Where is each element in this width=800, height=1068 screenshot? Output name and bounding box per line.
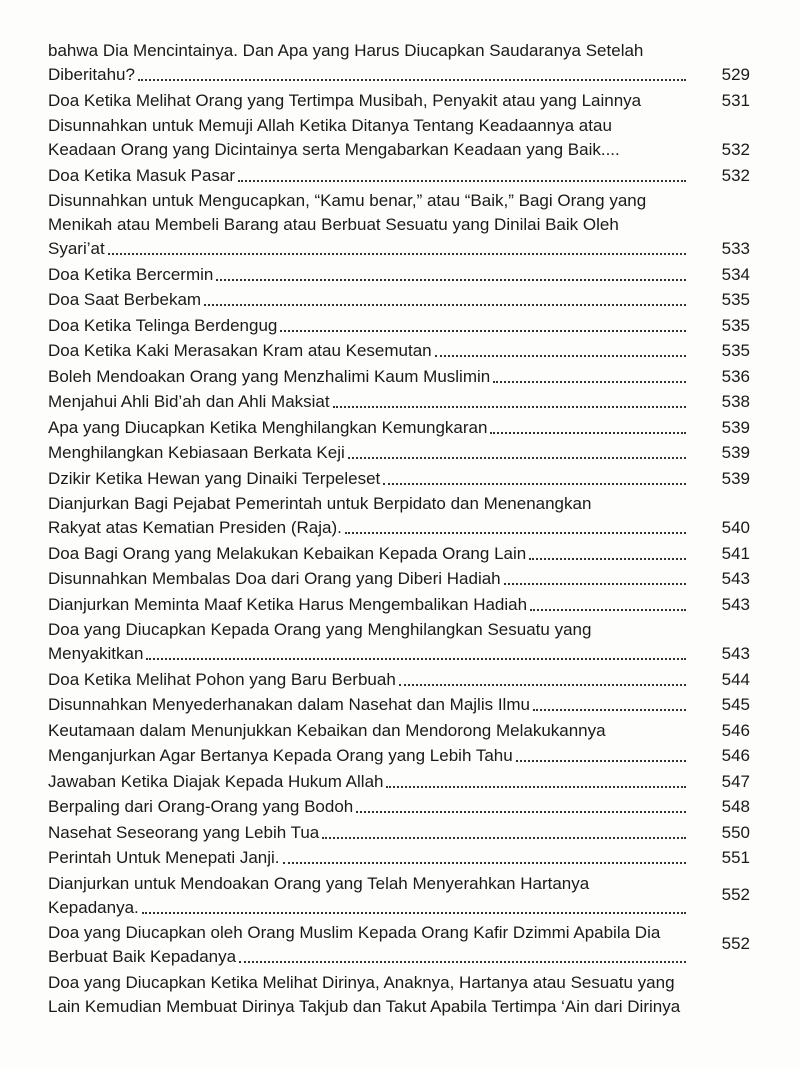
toc-entry [48,339,750,363]
toc-entry-title-last-line [48,945,690,969]
toc-entry [48,872,750,920]
toc-entry-title-last-line [48,441,690,465]
dot-leader [490,432,686,434]
toc-entry-title-last-line [48,846,690,870]
dot-leader [348,457,686,459]
toc-entry [48,390,750,414]
toc-entry-title [48,288,690,312]
toc-entry-title-text: Doa Ketika Telinga Berdengug [48,315,278,335]
dot-leader [280,330,686,332]
toc-entry-title-line: bahwa Dia Mencintainya. Dan Apa yang Harus Diucapkan Saudaranya Setelah [48,41,644,60]
toc-entry-title-last-line [48,744,690,768]
toc-entry [48,744,750,768]
toc-entry-title-text: Doa Ketika Kaki Merasakan Kram atau Kesemutan [48,341,432,360]
toc-page-number: 544 [721,669,750,689]
toc-entry-title-last-line [48,365,690,389]
toc-entry [48,921,750,969]
toc-entry [48,164,750,188]
dot-leader [239,961,686,963]
toc-entry-title-line: Doa yang Diucapkan oleh Orang Muslim Kepada Orang Kafir Dzimmi Apabila Dia [48,923,661,942]
toc-entry-title [48,164,690,188]
toc-entry-title-last-line [48,63,690,87]
toc-entry-title-line: Disunnahkan untuk Mengucapkan, “Kamu benar,” atau “Baik,” Bagi Orang yang [48,191,647,210]
toc-entry [48,189,750,261]
table-of-contents [48,39,750,1020]
toc-entry-title-text: Dianjurkan Meminta Maaf Ketika Harus Mengembalikan Hadiah [48,594,528,614]
toc-entry [48,263,750,287]
toc-entry-title-text: Menganjurkan Agar Bertanya Kepada Orang yang Lebih Tahu [48,746,513,765]
toc-entry-title-last-line [48,339,690,363]
toc-entry-title-last-line [48,164,690,188]
toc-page-number: 539 [721,417,750,437]
toc-entry-title [48,744,690,768]
toc-page-number: 535 [721,341,750,360]
toc-entry [48,593,750,617]
toc-entry-title [48,114,690,162]
toc-entry [48,795,750,819]
toc-entry-title-last-line [48,821,690,845]
toc-entry [48,314,750,338]
toc-entry [48,542,750,566]
toc-page-number: 546 [721,746,750,765]
dot-leader [142,912,686,914]
toc-entry-title-last-line [48,593,690,617]
toc-page-number: 535 [721,315,750,335]
dot-leader [108,253,686,255]
toc-entry-title-text: Doa Ketika Masuk Pasar [48,165,236,185]
toc-entry [48,693,750,717]
toc-entry-title [48,416,690,440]
toc-page-number: 539 [721,443,750,462]
toc-entry [48,821,750,845]
toc-entry-title-text: Perintah Untuk Menepati Janji. [48,848,280,867]
toc-entry-title [48,618,690,666]
toc-entry-title-text: Berpaling dari Orang-Orang yang Bodoh [48,797,354,816]
toc-entry [48,89,750,113]
toc-entry-title-last-line [48,263,690,287]
toc-entry-title-text: Disunnahkan Membalas Doa dari Orang yang Diberi Hadiah [48,569,501,588]
dot-leader [386,786,686,788]
toc-entry [48,114,750,162]
toc-entry-title-last-line [48,642,690,666]
toc-entry-title-text: Kepadanya. [48,897,139,917]
dot-leader [530,609,686,611]
toc-entry-title-last-line [48,542,690,566]
toc-entry-title-text: Jawaban Ketika Diajak Kepada Hukum Allah [48,771,384,791]
toc-page-number: 532 [721,140,750,159]
toc-entry-title [48,770,690,794]
toc-entry-title-text: Syari’at [48,239,105,258]
toc-entry [48,288,750,312]
toc-page-number: 546 [721,720,750,740]
toc-entry-title [48,846,690,870]
toc-page-number: 552 [721,884,750,904]
toc-page-number: 543 [721,594,750,614]
toc-entry-title [48,263,690,287]
dot-leader [435,355,686,357]
toc-entry-title-last-line [48,138,690,162]
toc-entry-title-line: Dianjurkan untuk Mendoakan Orang yang Telah Menyerahkan Hartanya [48,873,590,893]
toc-entry-title-last-line [48,390,690,414]
dot-leader [516,760,686,762]
toc-entry [48,770,750,794]
toc-entry-title [48,719,690,743]
dot-leader [529,558,686,560]
toc-entry-title-text: Dzikir Ketika Hewan yang Dinaiki Terpeleset [48,468,381,488]
toc-entry-title-text: Diberitahu? [48,65,135,84]
toc-entry-title [48,365,690,389]
toc-entry-title-text: Rakyat atas Kematian Presiden (Raja). [48,518,342,537]
toc-entry-title [48,441,690,465]
toc-entry-title-last-line [48,416,690,440]
dot-leader [493,381,686,383]
toc-entry-title-text: Menyakitkan [48,644,144,663]
toc-page-number: 535 [721,290,750,309]
toc-entry-title [48,492,690,540]
toc-entry-title-text: Nasehat Seseorang yang Lebih Tua [48,822,320,842]
toc-entry [48,846,750,870]
toc-entry-title [48,821,690,845]
toc-entry-title-last-line [48,770,690,794]
toc-entry [48,971,750,1019]
toc-entry-title [48,89,690,113]
dot-leader [283,862,686,864]
toc-entry-title-text: Keadaan Orang yang Dicintainya serta Mengabarkan Keadaan yang Baik.... [48,140,620,159]
dot-leader [504,583,686,585]
toc-entry [48,719,750,743]
toc-entry-title-last-line [48,896,690,920]
toc-page-number: 550 [721,822,750,842]
toc-entry-title-last-line [48,795,690,819]
toc-entry-title [48,542,690,566]
toc-entry-title-line: Doa yang Diucapkan Ketika Melihat Dirinya, Anaknya, Hartanya atau Sesuatu yang [48,972,675,992]
toc-page-number: 541 [721,543,750,563]
dot-leader [333,406,686,408]
toc-entry-title [48,314,690,338]
dot-leader [204,304,686,306]
toc-page-number: 547 [721,771,750,791]
dot-leader [216,279,686,281]
toc-page-number: 543 [721,569,750,588]
toc-page-number: 551 [721,848,750,867]
toc-entry-title-text: Doa Bagi Orang yang Melakukan Kebaikan Kepada Orang Lain [48,543,527,563]
toc-entry-title-text: Doa Ketika Bercermin [48,264,214,284]
toc-page-number: 534 [721,264,750,284]
toc-entry-title-text: Keutamaan dalam Menunjukkan Kebaikan dan Mendorong Melakukannya [48,720,606,740]
toc-entry [48,668,750,692]
toc-entry-title-line: Dianjurkan Bagi Pejabat Pemerintah untuk Berpidato dan Menenangkan [48,494,592,513]
toc-entry-title-last-line [48,693,690,717]
toc-page-number: 531 [721,90,750,110]
toc-entry [48,416,750,440]
toc-entry-title-last-line [48,516,690,540]
toc-entry-title [48,467,690,491]
toc-entry-title-last-line [48,995,690,1019]
toc-entry [48,567,750,591]
toc-entry-title-line: Doa yang Diucapkan Kepada Orang yang Menghilangkan Sesuatu yang [48,620,592,639]
toc-entry-title [48,872,690,920]
dot-leader [356,811,686,813]
dot-leader [146,658,686,660]
toc-page-number: 543 [721,644,750,663]
toc-entry [48,365,750,389]
toc-entry-title-last-line [48,237,690,261]
toc-entry-title [48,567,690,591]
dot-leader [138,79,686,81]
toc-entry-title [48,390,690,414]
toc-page-number: 545 [721,695,750,714]
toc-page-number: 538 [721,392,750,411]
toc-entry-title-text: Doa Ketika Melihat Orang yang Tertimpa Musibah, Penyakit atau yang Lainnya [48,90,642,110]
toc-entry-title-line: Disunnahkan untuk Memuji Allah Ketika Ditanya Tentang Keadaannya atau [48,116,612,135]
toc-entry-title-last-line [48,89,690,113]
toc-entry-title [48,971,690,1019]
dot-leader [322,837,686,839]
toc-entry-title-last-line [48,288,690,312]
toc-page-number: 552 [721,934,750,953]
toc-entry-title-last-line [48,567,690,591]
toc-entry-title [48,189,690,261]
dot-leader [533,709,686,711]
dot-leader [399,684,686,686]
toc-entry-title [48,795,690,819]
toc-page-number: 529 [721,65,750,84]
toc-entry-title-text: Disunnahkan Menyederhanakan dalam Nasehat dan Majlis Ilmu [48,695,530,714]
toc-entry-title-text: Berbuat Baik Kepadanya [48,947,237,966]
toc-entry [48,441,750,465]
toc-entry-title [48,921,690,969]
dot-leader [383,483,686,485]
dot-leader [238,180,686,182]
toc-entry-title-last-line [48,668,690,692]
toc-entry-title-text: Menghilangkan Kebiasaan Berkata Keji [48,443,345,462]
toc-entry-title-text: Doa Saat Berbekam [48,290,202,309]
toc-entry [48,492,750,540]
toc-entry-title-last-line [48,314,690,338]
toc-entry-title-line: Menikah atau Membeli Barang atau Berbuat Sesuatu yang Dinilai Baik Oleh [48,215,619,234]
toc-entry [48,467,750,491]
toc-page-number: 539 [721,468,750,488]
toc-page-number: 548 [721,797,750,816]
toc-entry-title-last-line [48,719,690,743]
toc-entry-title-text: Doa Ketika Melihat Pohon yang Baru Berbuah [48,669,396,689]
toc-entry-title-text: Menjahui Ahli Bid’ah dan Ahli Maksiat [48,392,330,411]
toc-entry-title [48,339,690,363]
toc-entry [48,39,750,87]
dot-leader [345,532,686,534]
toc-page-number: 533 [721,239,750,258]
toc-entry-title [48,593,690,617]
toc-entry-title-text: Lain Kemudian Membuat Dirinya Takjub dan Takut Apabila Tertimpa ‘Ain dari Dirinya [48,996,681,1016]
toc-entry [48,618,750,666]
toc-entry-title [48,39,690,87]
toc-page-number: 540 [721,518,750,537]
toc-entry-title-text: Apa yang Diucapkan Ketika Menghilangkan Kemungkaran [48,417,488,437]
toc-entry-title-last-line [48,467,690,491]
toc-page-number: 536 [721,366,750,386]
toc-entry-title [48,668,690,692]
toc-page-number: 532 [721,165,750,185]
toc-entry-title [48,693,690,717]
toc-entry-title-text: Boleh Mendoakan Orang yang Menzhalimi Kaum Muslimin [48,366,491,386]
